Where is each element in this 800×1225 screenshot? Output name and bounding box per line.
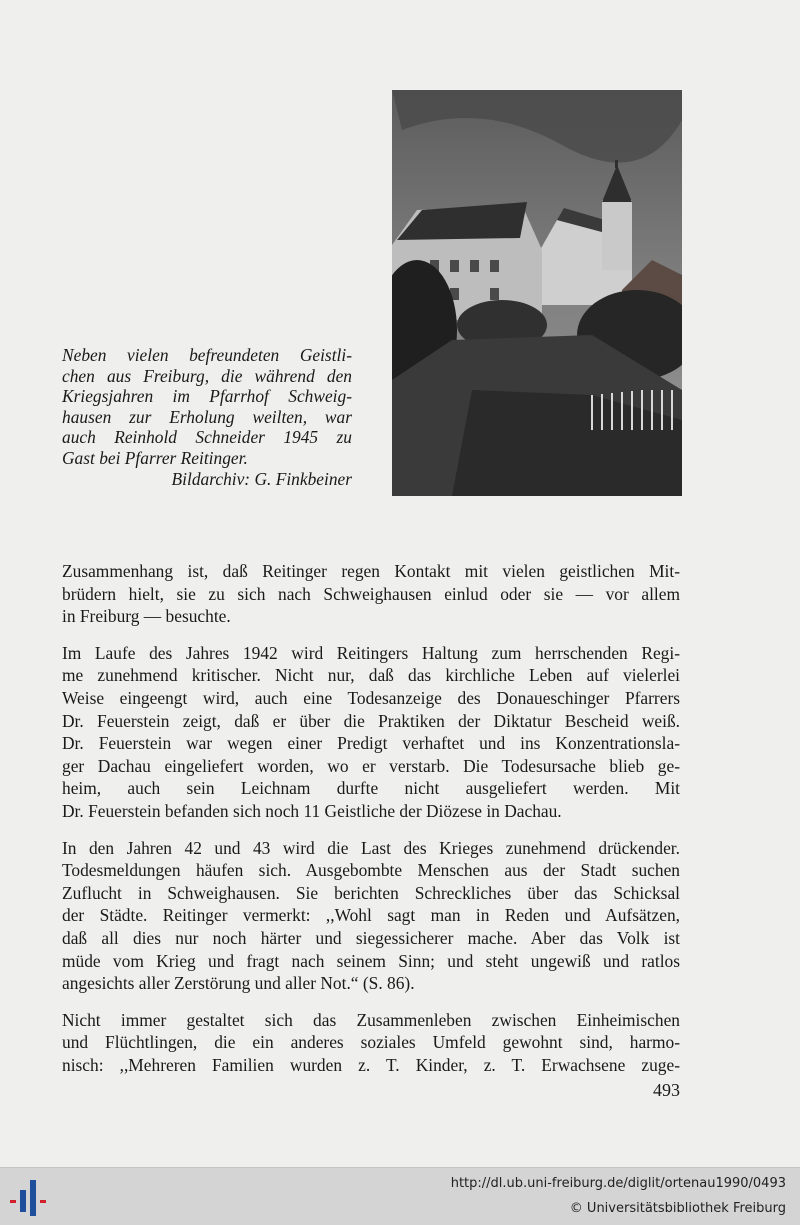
paragraph [62, 560, 680, 628]
text-line: der Städte. Reitinger vermerkt: ,,Wohl sagt man in Reden und Aufsätzen, [62, 905, 680, 926]
text-line: brüdern hielt, sie zu sich nach Schweighausen einlud oder sie — vor allem [62, 583, 680, 604]
source-url-link[interactable]: http://dl.ub.uni-freiburg.de/diglit/ortenau1990/0493 [450, 1176, 786, 1191]
text-line: Dr. Feuerstein zeigt, daß er über die Praktiken der Diktatur Bescheid weiß. [62, 710, 680, 731]
paragraph [62, 1009, 680, 1077]
footer-bar [0, 1167, 800, 1225]
text-line: und Flüchtlingen, die ein anderes soziales Umfeld gewohnt sind, harmo- [62, 1032, 680, 1053]
text-line: heim, auch sein Leichnam durfte nicht ausgeliefert werden. Mit [62, 778, 680, 799]
text-line: Zuflucht in Schweighausen. Sie berichten Schreckliches über das Schicksal [62, 882, 680, 903]
body-text [62, 560, 680, 1090]
paragraph [62, 642, 680, 823]
text-line: in Freiburg — besuchte. [62, 606, 231, 627]
photo-credit: Bildarchiv: G. Finkbeiner [171, 468, 352, 489]
text-line: nisch: ,,Mehreren Familien wurden z. T. Kinder, z. T. Erwachsene zuge- [62, 1054, 680, 1075]
photo-caption [62, 345, 352, 489]
caption-line: Kriegsjahren im Pfarrhof Schweig- [62, 386, 352, 407]
text-line: daß all dies nur noch härter und siegessicherer mache. Aber das Volk ist [62, 927, 680, 948]
text-line: Weise eingeengt wird, auch eine Todesanzeige des Donaueschinger Pfarrers [62, 687, 680, 708]
text-line: Dr. Feuerstein befanden sich noch 11 Geistliche der Diözese in Dachau. [62, 800, 562, 821]
caption-line: hausen zur Erholung weilten, war [62, 406, 352, 427]
ub-freiburg-logo-icon [8, 1178, 52, 1218]
text-line: Nicht immer gestaltet sich das Zusammenleben zwischen Einheimischen [62, 1009, 680, 1030]
caption-line: auch Reinhold Schneider 1945 zu [62, 427, 352, 448]
church-village-photo [392, 90, 682, 496]
page-number: 493 [653, 1080, 680, 1100]
text-line: angesichts aller Zerstörung und aller Not.“ (S. 86). [62, 973, 415, 994]
text-line: Todesmeldungen häufen sich. Ausgebombte Menschen aus der Stadt suchen [62, 860, 680, 881]
text-line: In den Jahren 42 und 43 wird die Last des Krieges zunehmend drückender. [62, 837, 680, 858]
photo-graphic [392, 90, 682, 496]
text-line: Im Laufe des Jahres 1942 wird Reitingers Haltung zum herrschenden Regi- [62, 642, 680, 663]
copyright-text: © Universitätsbibliothek Freiburg [569, 1201, 786, 1216]
caption-line: Gast bei Pfarrer Reitinger. [62, 447, 248, 468]
text-line: ger Dachau eingeliefert worden, wo er verstarb. Die Todesursache blieb ge- [62, 755, 680, 776]
paragraph [62, 837, 680, 995]
text-line: Dr. Feuerstein war wegen einer Predigt verhaftet und ins Konzentrationsla- [62, 733, 680, 754]
text-line: Zusammenhang ist, daß Reitinger regen Kontakt mit vielen geistlichen Mit- [62, 561, 680, 581]
text-line: me zunehmend kritischer. Nicht nur, daß das kirchliche Leben auf vielerlei [62, 665, 680, 686]
caption-line: chen aus Freiburg, die während den [62, 365, 352, 386]
text-line: müde vom Krieg und fragt nach seinem Sinn; und steht ungewiß und ratlos [62, 950, 680, 971]
caption-line: Neben vielen befreundeten Geistli- [62, 345, 352, 365]
